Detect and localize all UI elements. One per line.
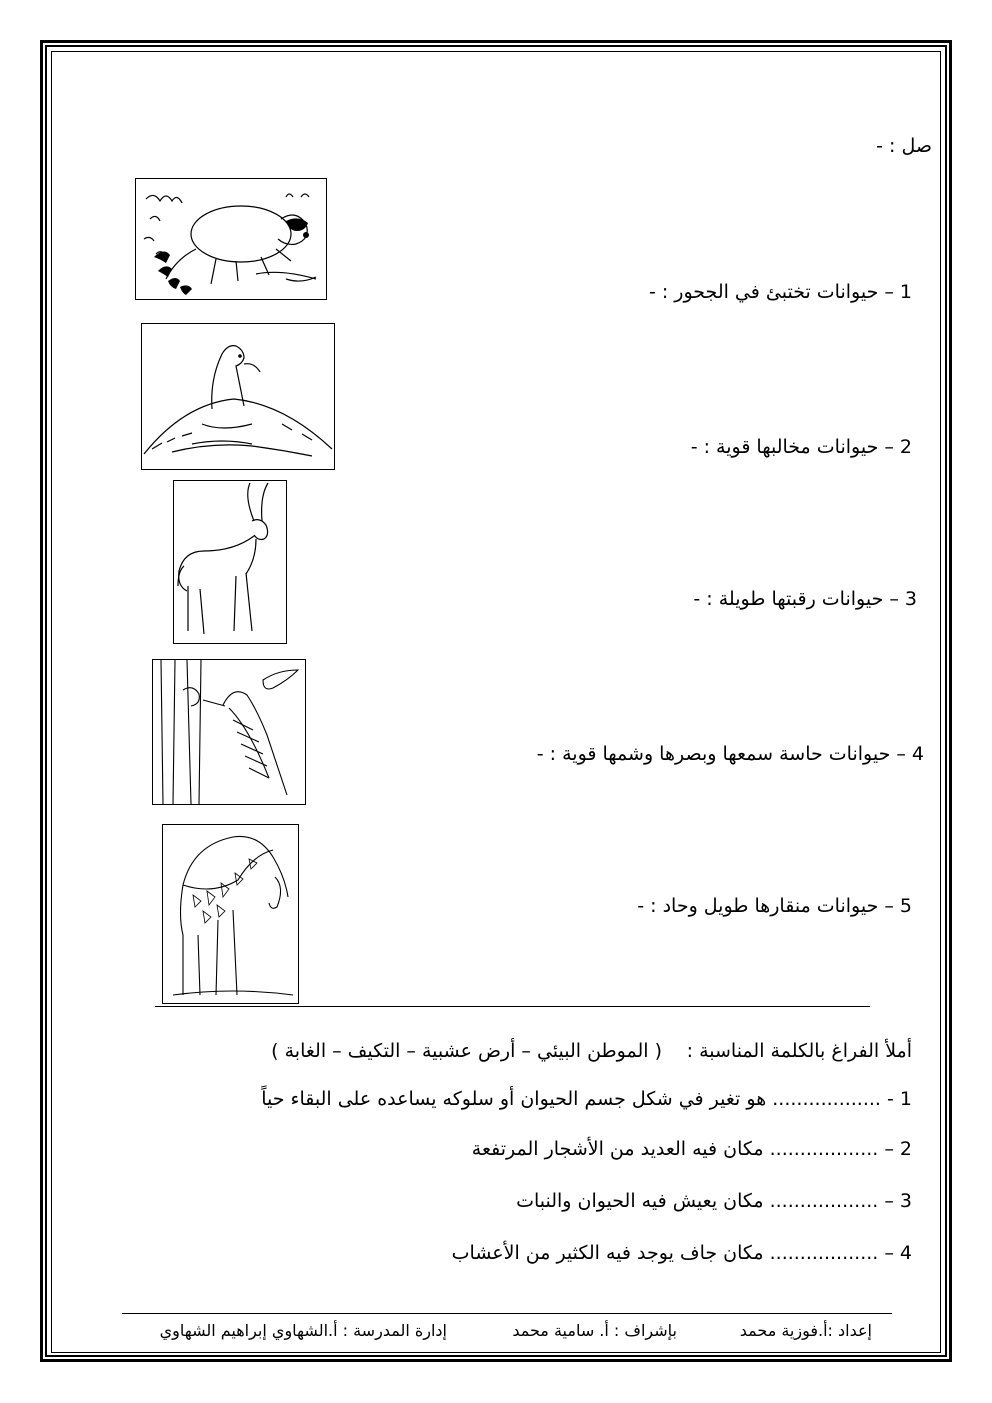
fill-item-3: 3 – .................. مكان يعيش فيه الحيوان والنبات xyxy=(516,1190,912,1212)
woodpecker-image xyxy=(152,659,306,805)
prairie-dog-image xyxy=(141,323,335,470)
gazelle-image xyxy=(173,480,287,644)
gazelle-drawing xyxy=(174,481,286,643)
matching-item-2: 2 – حيوانات مخالبها قوية : - xyxy=(690,436,912,458)
matching-item-4: 4 – حيوانات حاسة سمعها وبصرها وشمها قوية : - xyxy=(536,743,924,765)
fill-instruction: أملأ الفراغ بالكلمة المناسبة : xyxy=(686,1040,912,1062)
fill-item-1: 1 - .................. هو تغير في شكل جسم الحيوان أو سلوكه يساعده على البقاء حياً xyxy=(261,1088,912,1110)
word-bank: ( الموطن البيئي – أرض عشبية – التكيف – الغابة ) xyxy=(271,1040,662,1062)
footer-administration: إدارة المدرسة : أ.الشهاوي إبراهيم الشهاوي xyxy=(159,1321,447,1340)
matching-item-3: 3 – حيوانات رقبتها طويلة : - xyxy=(693,588,917,610)
fill-item-4: 4 – .................. مكان جاف يوجد فيه الكثير من الأعشاب xyxy=(451,1242,912,1264)
raccoon-image xyxy=(135,178,327,300)
matching-item-5: 5 – حيوانات منقارها طويل وحاد : - xyxy=(637,895,912,917)
prairie-dog-drawing xyxy=(142,324,334,469)
raccoon-drawing xyxy=(136,179,326,299)
footer-prepared-by: إعداد :أ.فوزية محمد xyxy=(739,1321,872,1340)
matching-item-1: 1 – حيوانات تختبئ في الجحور : - xyxy=(648,281,912,303)
woodpecker-drawing xyxy=(153,660,305,804)
giraffe-drawing xyxy=(163,825,298,1003)
section-divider xyxy=(155,1006,870,1007)
matching-heading: صل : - xyxy=(876,135,932,157)
fill-item-2: 2 – .................. مكان فيه العديد من الأشجار المرتفعة xyxy=(471,1138,912,1160)
footer-supervised-by: بإشراف : أ. سامية محمد xyxy=(512,1321,677,1340)
giraffe-image xyxy=(162,824,299,1004)
footer-divider xyxy=(122,1313,892,1314)
